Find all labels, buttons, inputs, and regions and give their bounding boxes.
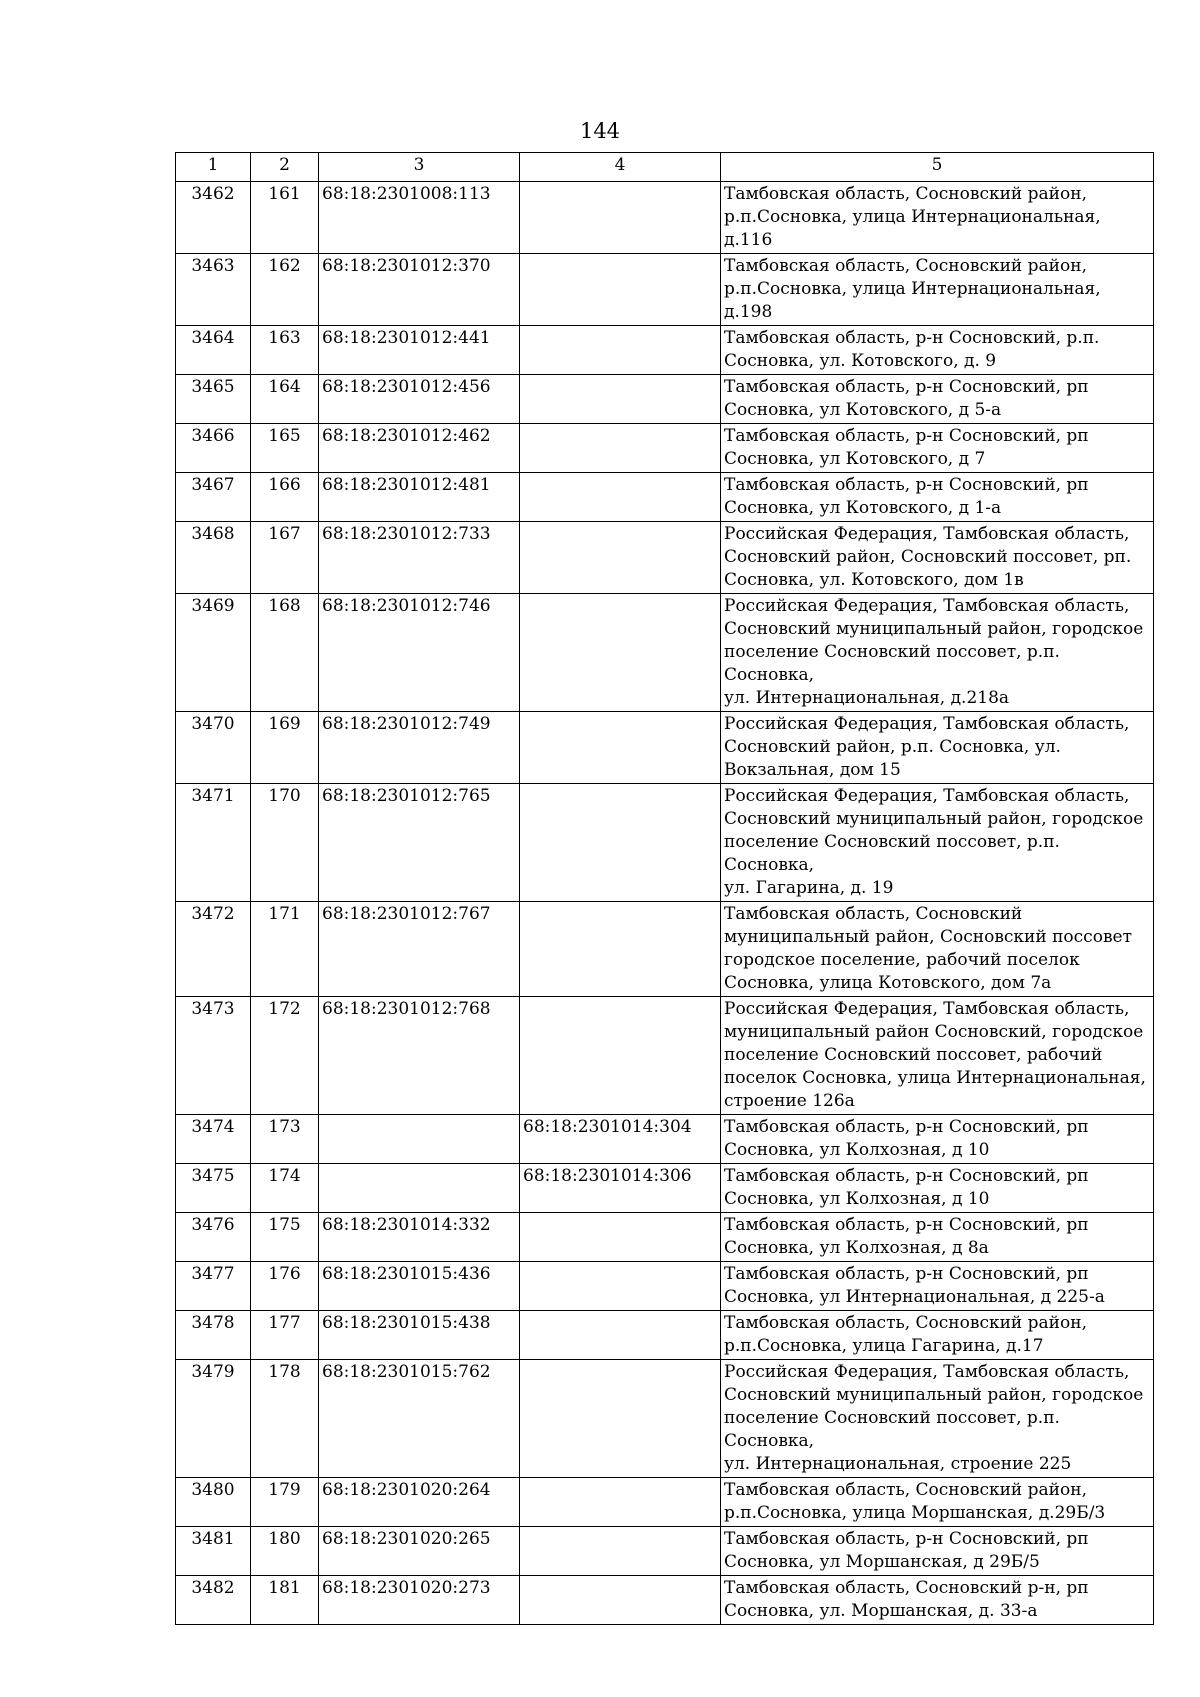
cadastral-number-cell: 68:18:2301012:462 (319, 424, 520, 473)
row-number-cell: 3462 (176, 182, 251, 254)
address-cell (721, 997, 1154, 1115)
item-number-cell: 163 (251, 326, 319, 375)
address-cell (721, 594, 1154, 712)
item-number-cell: 169 (251, 712, 319, 784)
address-line: Тамбовская область, р-н Сосновский, рп (724, 1215, 1089, 1235)
table-row (176, 424, 1154, 473)
cadastral-number-alt-cell (520, 522, 721, 594)
row-number-cell: 3473 (176, 997, 251, 1115)
item-number-cell: 162 (251, 254, 319, 326)
address-line: Тамбовская область, Сосновский район, (724, 184, 1087, 204)
row-number-cell: 3465 (176, 375, 251, 424)
table-row (176, 326, 1154, 375)
row-number-cell: 3469 (176, 594, 251, 712)
cadastral-number-cell: 68:18:2301015:438 (319, 1311, 520, 1360)
column-header-3: 3 (319, 153, 520, 182)
item-number-cell: 176 (251, 1262, 319, 1311)
address-cell (721, 1262, 1154, 1311)
address-line: Российская Федерация, Тамбовская область, (724, 714, 1130, 734)
cadastral-number-alt-cell (520, 997, 721, 1115)
address-line: Тамбовская область, р-н Сосновский, рп (724, 426, 1089, 446)
item-number-cell: 179 (251, 1478, 319, 1527)
address-line: муниципальный район, Сосновский поссовет (724, 927, 1132, 947)
row-number-cell: 3470 (176, 712, 251, 784)
cadastral-number-alt-cell (520, 424, 721, 473)
address-line: Тамбовская область, р-н Сосновский, рп (724, 1117, 1089, 1137)
table-row (176, 1360, 1154, 1478)
address-cell (721, 522, 1154, 594)
cadastral-number-cell: 68:18:2301012:481 (319, 473, 520, 522)
address-line: поселение Сосновский поссовет, р.п. Сосновка, (724, 1408, 1060, 1451)
item-number-cell: 171 (251, 902, 319, 997)
row-number-cell: 3472 (176, 902, 251, 997)
table-row (176, 1115, 1154, 1164)
address-line: городское поселение, рабочий поселок (724, 950, 1080, 970)
cadastral-number-alt-cell (520, 254, 721, 326)
table-row (176, 1478, 1154, 1527)
address-line: Тамбовская область, р-н Сосновский, рп (724, 377, 1089, 397)
address-line: Российская Федерация, Тамбовская область, (724, 1362, 1130, 1382)
table-row (176, 182, 1154, 254)
address-line: ул. Гагарина, д. 19 (724, 878, 894, 898)
table-row (176, 1311, 1154, 1360)
address-line: Сосновка, ул Моршанская, д 29Б/5 (724, 1552, 1040, 1572)
table-row (176, 522, 1154, 594)
address-line: Сосновка, ул Котовского, д 5-а (724, 400, 1002, 420)
cadastral-number-cell: 68:18:2301012:456 (319, 375, 520, 424)
address-line: Сосновка, ул Колхозная, д 8а (724, 1238, 989, 1258)
item-number-cell: 178 (251, 1360, 319, 1478)
table-row (176, 1576, 1154, 1625)
address-line: строение 126а (724, 1091, 855, 1111)
address-line: Сосновка, ул Котовского, д 7 (724, 449, 986, 469)
address-line: Сосновка, ул. Моршанская, д. 33-а (724, 1601, 1038, 1621)
address-line: Сосновка, ул Интернациональная, д 225-а (724, 1287, 1105, 1307)
address-line: Тамбовская область, Сосновский (724, 904, 1023, 924)
address-line: Сосновский муниципальный район, городское (724, 619, 1144, 639)
row-number-cell: 3463 (176, 254, 251, 326)
row-number-cell: 3466 (176, 424, 251, 473)
address-line: р.п.Сосновка, улица Интернациональная, д.116 (724, 207, 1101, 250)
address-line: Тамбовская область, р-н Сосновский, рп (724, 475, 1089, 495)
address-line: Тамбовская область, р-н Сосновский, р.п. (724, 328, 1100, 348)
cadastral-number-cell: 68:18:2301008:113 (319, 182, 520, 254)
item-number-cell: 161 (251, 182, 319, 254)
table-row (176, 1262, 1154, 1311)
address-line: р.п.Сосновка, улица Гагарина, д.17 (724, 1336, 1044, 1356)
address-cell (721, 424, 1154, 473)
cadastral-number-cell: 68:18:2301012:767 (319, 902, 520, 997)
column-header-4: 4 (520, 153, 721, 182)
table-row (176, 473, 1154, 522)
item-number-cell: 168 (251, 594, 319, 712)
cadastral-number-cell (319, 1164, 520, 1213)
row-number-cell: 3464 (176, 326, 251, 375)
cadastral-number-alt-cell (520, 712, 721, 784)
cadastral-number-cell: 68:18:2301020:273 (319, 1576, 520, 1625)
item-number-cell: 175 (251, 1213, 319, 1262)
cadastral-number-cell: 68:18:2301015:436 (319, 1262, 520, 1311)
address-cell (721, 1576, 1154, 1625)
header-row (176, 153, 1154, 182)
address-line: поселение Сосновский поссовет, р.п. Сосновка, (724, 832, 1060, 875)
table-row (176, 254, 1154, 326)
cadastral-number-alt-cell: 68:18:2301014:304 (520, 1115, 721, 1164)
row-number-cell: 3476 (176, 1213, 251, 1262)
address-line: Сосновский район, Сосновский поссовет, рп. (724, 547, 1132, 567)
address-line: поселок Сосновка, улица Интернациональная, (724, 1068, 1146, 1088)
table-row (176, 1527, 1154, 1576)
cadastral-number-alt-cell (520, 594, 721, 712)
address-line: ул. Интернациональная, строение 225 (724, 1454, 1072, 1474)
address-line: муниципальный район Сосновский, городское (724, 1022, 1144, 1042)
address-cell (721, 254, 1154, 326)
table-body (176, 182, 1154, 1625)
cadastral-number-alt-cell (520, 1360, 721, 1478)
address-cell (721, 1527, 1154, 1576)
address-line: Тамбовская область, р-н Сосновский, рп (724, 1166, 1089, 1186)
cadastral-number-cell: 68:18:2301014:332 (319, 1213, 520, 1262)
cadastral-number-alt-cell (520, 1478, 721, 1527)
address-line: Сосновский район, р.п. Сосновка, ул. (724, 737, 1061, 757)
cadastral-number-cell: 68:18:2301020:264 (319, 1478, 520, 1527)
address-cell (721, 375, 1154, 424)
address-line: Российская Федерация, Тамбовская область, (724, 524, 1130, 544)
address-cell (721, 1115, 1154, 1164)
cadastral-number-cell: 68:18:2301012:768 (319, 997, 520, 1115)
cadastral-number-cell: 68:18:2301012:441 (319, 326, 520, 375)
item-number-cell: 173 (251, 1115, 319, 1164)
cadastral-number-alt-cell (520, 1527, 721, 1576)
address-line: Сосновский муниципальный район, городское (724, 809, 1144, 829)
cadastral-number-cell: 68:18:2301012:749 (319, 712, 520, 784)
cadastral-number-alt-cell (520, 1311, 721, 1360)
cadastral-number-alt-cell (520, 1576, 721, 1625)
page-number: 144 (579, 119, 621, 143)
cadastral-number-alt-cell (520, 182, 721, 254)
address-line: Тамбовская область, Сосновский район, (724, 1480, 1087, 1500)
table-row (176, 712, 1154, 784)
address-line: Сосновка, ул. Котовского, дом 1в (724, 570, 1024, 590)
item-number-cell: 174 (251, 1164, 319, 1213)
address-cell (721, 712, 1154, 784)
table-row (176, 1164, 1154, 1213)
address-line: Сосновка, улица Котовского, дом 7а (724, 973, 1052, 993)
address-cell (721, 784, 1154, 902)
address-line: Сосновский муниципальный район, городское (724, 1385, 1144, 1405)
item-number-cell: 177 (251, 1311, 319, 1360)
address-cell (721, 1311, 1154, 1360)
item-number-cell: 180 (251, 1527, 319, 1576)
address-line: р.п.Сосновка, улица Интернациональная, д.198 (724, 279, 1101, 322)
address-cell (721, 1164, 1154, 1213)
row-number-cell: 3480 (176, 1478, 251, 1527)
address-line: Российская Федерация, Тамбовская область, (724, 596, 1130, 616)
cadastral-number-alt-cell (520, 902, 721, 997)
address-cell (721, 902, 1154, 997)
item-number-cell: 166 (251, 473, 319, 522)
address-line: поселение Сосновский поссовет, рабочий (724, 1045, 1103, 1065)
cadastral-number-alt-cell (520, 326, 721, 375)
address-cell (721, 326, 1154, 375)
cadastral-number-alt-cell (520, 784, 721, 902)
row-number-cell: 3475 (176, 1164, 251, 1213)
cadastral-number-cell: 68:18:2301015:762 (319, 1360, 520, 1478)
address-line: Тамбовская область, р-н Сосновский, рп (724, 1264, 1089, 1284)
cadastral-number-cell (319, 1115, 520, 1164)
address-cell (721, 473, 1154, 522)
address-line: Российская Федерация, Тамбовская область, (724, 999, 1130, 1019)
address-line: Российская Федерация, Тамбовская область, (724, 786, 1130, 806)
row-number-cell: 3479 (176, 1360, 251, 1478)
item-number-cell: 167 (251, 522, 319, 594)
table-row (176, 375, 1154, 424)
cadastral-number-alt-cell (520, 1262, 721, 1311)
address-line: р.п.Сосновка, улица Моршанская, д.29Б/3 (724, 1503, 1106, 1523)
item-number-cell: 181 (251, 1576, 319, 1625)
address-line: Сосновка, ул Колхозная, д 10 (724, 1140, 990, 1160)
row-number-cell: 3468 (176, 522, 251, 594)
address-cell (721, 1213, 1154, 1262)
row-number-cell: 3481 (176, 1527, 251, 1576)
address-line: Тамбовская область, Сосновский район, (724, 1313, 1087, 1333)
column-header-5: 5 (721, 153, 1154, 182)
table-row (176, 784, 1154, 902)
cadastral-number-cell: 68:18:2301020:265 (319, 1527, 520, 1576)
address-line: Сосновка, ул. Котовского, д. 9 (724, 351, 997, 371)
table-row (176, 902, 1154, 997)
address-line: Тамбовская область, р-н Сосновский, рп (724, 1529, 1089, 1549)
address-line: ул. Интернациональная, д.218а (724, 688, 1010, 708)
item-number-cell: 164 (251, 375, 319, 424)
cadastral-number-cell: 68:18:2301012:370 (319, 254, 520, 326)
address-line: Сосновка, ул Колхозная, д 10 (724, 1189, 990, 1209)
cadastral-number-cell: 68:18:2301012:733 (319, 522, 520, 594)
row-number-cell: 3482 (176, 1576, 251, 1625)
column-header-2: 2 (251, 153, 319, 182)
item-number-cell: 170 (251, 784, 319, 902)
column-header-1: 1 (176, 153, 251, 182)
cadastral-number-alt-cell (520, 1213, 721, 1262)
row-number-cell: 3478 (176, 1311, 251, 1360)
row-number-cell: 3467 (176, 473, 251, 522)
address-line: Вокзальная, дом 15 (724, 760, 901, 780)
cadastral-number-alt-cell: 68:18:2301014:306 (520, 1164, 721, 1213)
address-line: Тамбовская область, Сосновский р-н, рп (724, 1578, 1089, 1598)
table-row (176, 997, 1154, 1115)
table-row (176, 1213, 1154, 1262)
address-line: поселение Сосновский поссовет, р.п. Сосновка, (724, 642, 1060, 685)
address-cell (721, 1360, 1154, 1478)
cadastral-number-alt-cell (520, 473, 721, 522)
item-number-cell: 172 (251, 997, 319, 1115)
row-number-cell: 3471 (176, 784, 251, 902)
item-number-cell: 165 (251, 424, 319, 473)
row-number-cell: 3477 (176, 1262, 251, 1311)
address-cell (721, 1478, 1154, 1527)
cadastral-number-alt-cell (520, 375, 721, 424)
cadastral-number-cell: 68:18:2301012:765 (319, 784, 520, 902)
registry-table (175, 152, 1154, 1625)
address-line: Тамбовская область, Сосновский район, (724, 256, 1087, 276)
address-line: Сосновка, ул Котовского, д 1-а (724, 498, 1002, 518)
row-number-cell: 3474 (176, 1115, 251, 1164)
cadastral-number-cell: 68:18:2301012:746 (319, 594, 520, 712)
address-cell (721, 182, 1154, 254)
table-row (176, 594, 1154, 712)
